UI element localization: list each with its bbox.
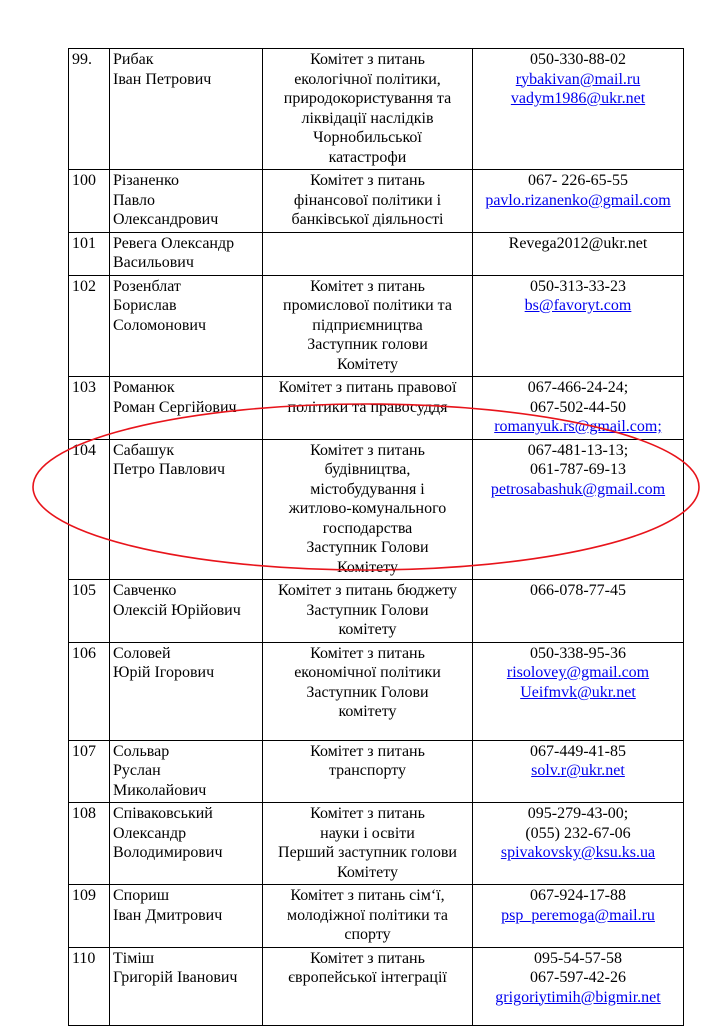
committee-line: банківської діяльності <box>291 211 444 228</box>
row-number: 101 <box>69 232 110 275</box>
committee-line: комітету <box>338 621 397 638</box>
committee-line: природокористування та <box>283 90 452 107</box>
deputy-name-cell <box>110 642 263 740</box>
committee-cell <box>263 232 473 275</box>
committee-line: Заступник Голови <box>306 539 429 556</box>
committee-line: комітету <box>338 703 397 720</box>
contacts-cell <box>473 885 684 948</box>
phone-text: 067-597-42-26 <box>530 969 626 986</box>
phone-text: 095-279-43-00; <box>527 805 629 822</box>
committee-line: екологічної політики, <box>294 70 441 88</box>
phone-text: 050-330-88-02 <box>530 51 626 68</box>
phone-text: 050-338-95-36 <box>530 644 626 662</box>
committee-line: Комітет з питань <box>310 805 425 822</box>
committee-line: Чорнобильської <box>313 129 422 146</box>
committee-line: Комітет з питань сім‘ї, <box>290 887 445 904</box>
committee-line: фінансової політики і <box>293 191 442 209</box>
phone-text: 067-466-24-24; <box>527 379 629 396</box>
deputy-name-line: Юрій Ігорович <box>113 664 215 681</box>
contacts-cell <box>473 580 684 643</box>
table-row <box>69 642 684 740</box>
table-body <box>69 49 684 1026</box>
phone-text: 050-313-33-23 <box>530 277 626 295</box>
row-number: 105 <box>69 580 110 643</box>
committee-cell <box>263 580 473 643</box>
deputy-name-line: Миколайович <box>113 781 207 799</box>
contacts-cell <box>473 439 684 580</box>
email-link[interactable]: solv.r@ukr.net <box>531 762 625 779</box>
deputy-name-line: Сольвар <box>113 742 170 760</box>
phone-text: (055) 232-67-06 <box>525 824 631 842</box>
committee-line: транспорту <box>328 762 407 779</box>
deputy-name-line: Олексій Юрійович <box>113 601 241 619</box>
email-link[interactable]: rybakivan@mail.ru <box>515 70 641 88</box>
committee-line: Перший заступник голови <box>278 844 457 861</box>
committee-line: європейської інтеграції <box>288 969 447 986</box>
deputy-name-line: Григорій Іванович <box>113 969 238 986</box>
committee-line: молодіжної політики та <box>286 906 449 924</box>
deputy-name-cell <box>110 377 263 440</box>
committee-line: Комітет з питань <box>310 441 425 459</box>
row-number: 110 <box>69 947 110 1025</box>
committee-cell <box>263 170 473 233</box>
deputy-name-line: Ревега Олександр <box>113 234 235 252</box>
deputy-name-line: Савченко <box>113 582 177 599</box>
deputy-name-cell <box>110 580 263 643</box>
committee-line: спорту <box>344 926 391 943</box>
contacts-cell <box>473 803 684 885</box>
email-link[interactable]: bs@favoryt.com <box>524 297 632 314</box>
phone-text: 067- 226-65-55 <box>528 172 628 189</box>
deputy-name-line: Рибак <box>113 51 154 68</box>
committee-line: Заступник Голови <box>306 683 429 701</box>
row-number: 99. <box>69 49 110 170</box>
deputy-name-cell <box>110 49 263 170</box>
deputy-name-cell <box>110 232 263 275</box>
committee-cell <box>263 439 473 580</box>
committee-line: житлово-комунального <box>288 500 447 517</box>
row-number: 103 <box>69 377 110 440</box>
committee-line: Комітету <box>336 558 398 576</box>
deputies-table <box>68 48 684 1026</box>
committee-line: містобудування і <box>310 480 425 498</box>
deputy-name-cell <box>110 803 263 885</box>
committee-line: будівництва, <box>324 461 411 478</box>
email-link[interactable]: Ueifmvk@ukr.net <box>520 683 636 701</box>
committee-cell <box>263 49 473 170</box>
deputy-name-cell <box>110 275 263 377</box>
deputy-name-cell <box>110 740 263 803</box>
deputy-name-line: Соломонович <box>113 316 206 334</box>
deputy-name-line: Тіміш <box>113 949 155 967</box>
deputy-name-line: Олександрович <box>113 211 219 228</box>
phone-text: Revega2012@ukr.net <box>508 234 648 252</box>
committee-line: Комітет з питань <box>310 742 425 760</box>
committee-cell <box>263 275 473 377</box>
contacts-cell <box>473 49 684 170</box>
deputy-name-line: Васильович <box>113 254 194 271</box>
committee-line: Комітет з питань <box>310 949 425 967</box>
committee-line: Комітету <box>336 863 398 881</box>
deputy-name-line: Різаненко <box>113 172 179 189</box>
table-row <box>69 49 684 170</box>
row-number: 108 <box>69 803 110 885</box>
email-link[interactable]: pavlo.rizanenko@gmail.com <box>485 191 671 209</box>
table-row <box>69 170 684 233</box>
deputy-name-line: Петро Павлович <box>113 461 225 478</box>
email-link[interactable]: grigoriytimih@bigmir.net <box>495 988 661 1006</box>
row-number: 102 <box>69 275 110 377</box>
committee-line: Комітет з питань <box>310 51 425 68</box>
committee-cell <box>263 642 473 740</box>
row-number: 107 <box>69 740 110 803</box>
deputy-name-line: Співаковський <box>113 805 213 822</box>
committee-line: Комітет з питань <box>310 277 425 295</box>
deputy-name-line: Роман Сергійович <box>113 398 237 416</box>
table-row <box>69 275 684 377</box>
phone-text: 067-481-13-13; <box>527 441 629 459</box>
deputy-name-cell <box>110 947 263 1025</box>
contacts-cell <box>473 170 684 233</box>
table-row <box>69 803 684 885</box>
row-number: 109 <box>69 885 110 948</box>
committee-cell <box>263 947 473 1025</box>
deputy-name-line: Володимирович <box>113 844 223 861</box>
contacts-cell <box>473 275 684 377</box>
email-link[interactable]: spivakovsky@ksu.ks.ua <box>500 844 656 861</box>
deputy-name-line: Руслан <box>113 762 161 779</box>
contacts-cell <box>473 642 684 740</box>
phone-text: 095-54-57-58 <box>534 949 622 967</box>
deputy-name-line: Іван Дмитрович <box>113 906 223 924</box>
contacts-cell <box>473 740 684 803</box>
contacts-cell <box>473 947 684 1025</box>
table-row <box>69 740 684 803</box>
email-link[interactable]: petrosabashuk@gmail.com <box>490 480 666 498</box>
committee-line: Комітет з питань <box>310 172 425 189</box>
committee-cell <box>263 740 473 803</box>
committee-cell <box>263 803 473 885</box>
committee-line: науки і освіти <box>320 824 415 842</box>
email-link[interactable]: risolovey@gmail.com <box>506 664 650 681</box>
phone-text: 067-502-44-50 <box>530 398 626 416</box>
deputy-name-cell <box>110 885 263 948</box>
committee-line: Заступник Голови <box>306 601 429 619</box>
committee-line: Заступник голови <box>307 336 428 353</box>
table-row <box>69 377 684 440</box>
table-row <box>69 947 684 1025</box>
deputy-name-line: Іван Петрович <box>113 70 212 88</box>
deputy-name-line: Павло <box>113 191 155 209</box>
email-link[interactable]: vadym1986@ukr.net <box>510 90 646 107</box>
committee-line: катастрофи <box>328 148 407 166</box>
committee-line: ліквідації наслідків <box>301 109 434 127</box>
email-link[interactable]: psp_peremoga@mail.ru <box>501 906 655 924</box>
committee-line: господарства <box>322 519 413 537</box>
deputy-name-line: Олександр <box>113 824 187 842</box>
committee-cell <box>263 885 473 948</box>
table-row <box>69 885 684 948</box>
deputy-name-cell <box>110 170 263 233</box>
table-row <box>69 580 684 643</box>
phone-text: 066-078-77-45 <box>530 582 626 599</box>
deputy-name-line: Спориш <box>113 887 170 904</box>
committee-line: Комітету <box>336 355 398 373</box>
phone-text: 067-924-17-88 <box>530 887 626 904</box>
committee-line: Комітет з питань <box>310 644 425 662</box>
committee-line: політики та правосуддя <box>287 398 448 416</box>
row-number: 106 <box>69 642 110 740</box>
phone-text: 061-787-69-13 <box>530 461 626 478</box>
table-row <box>69 439 684 580</box>
row-number: 104 <box>69 439 110 580</box>
contacts-cell <box>473 377 684 440</box>
committee-line: промислової політики та <box>283 297 452 314</box>
deputy-name-line: Розенблат <box>113 277 181 295</box>
email-link[interactable]: romanyuk.rs@gmail.com; <box>494 418 662 435</box>
committee-cell <box>263 377 473 440</box>
deputy-name-cell <box>110 439 263 580</box>
committee-line: економічної політики <box>294 664 441 681</box>
committee-line: Комітет з питань правової <box>278 379 457 396</box>
phone-text: 067-449-41-85 <box>530 742 626 760</box>
table-row <box>69 232 684 275</box>
deputy-name-line: Борислав <box>113 297 177 314</box>
row-number: 100 <box>69 170 110 233</box>
contacts-cell <box>473 232 684 275</box>
deputy-name-line: Соловей <box>113 644 171 662</box>
committee-line: Комітет з питань бюджету <box>278 582 457 599</box>
committee-line: підприємництва <box>312 316 423 334</box>
deputy-name-line: Романюк <box>113 379 175 396</box>
deputy-name-line: Сабашук <box>113 441 175 459</box>
